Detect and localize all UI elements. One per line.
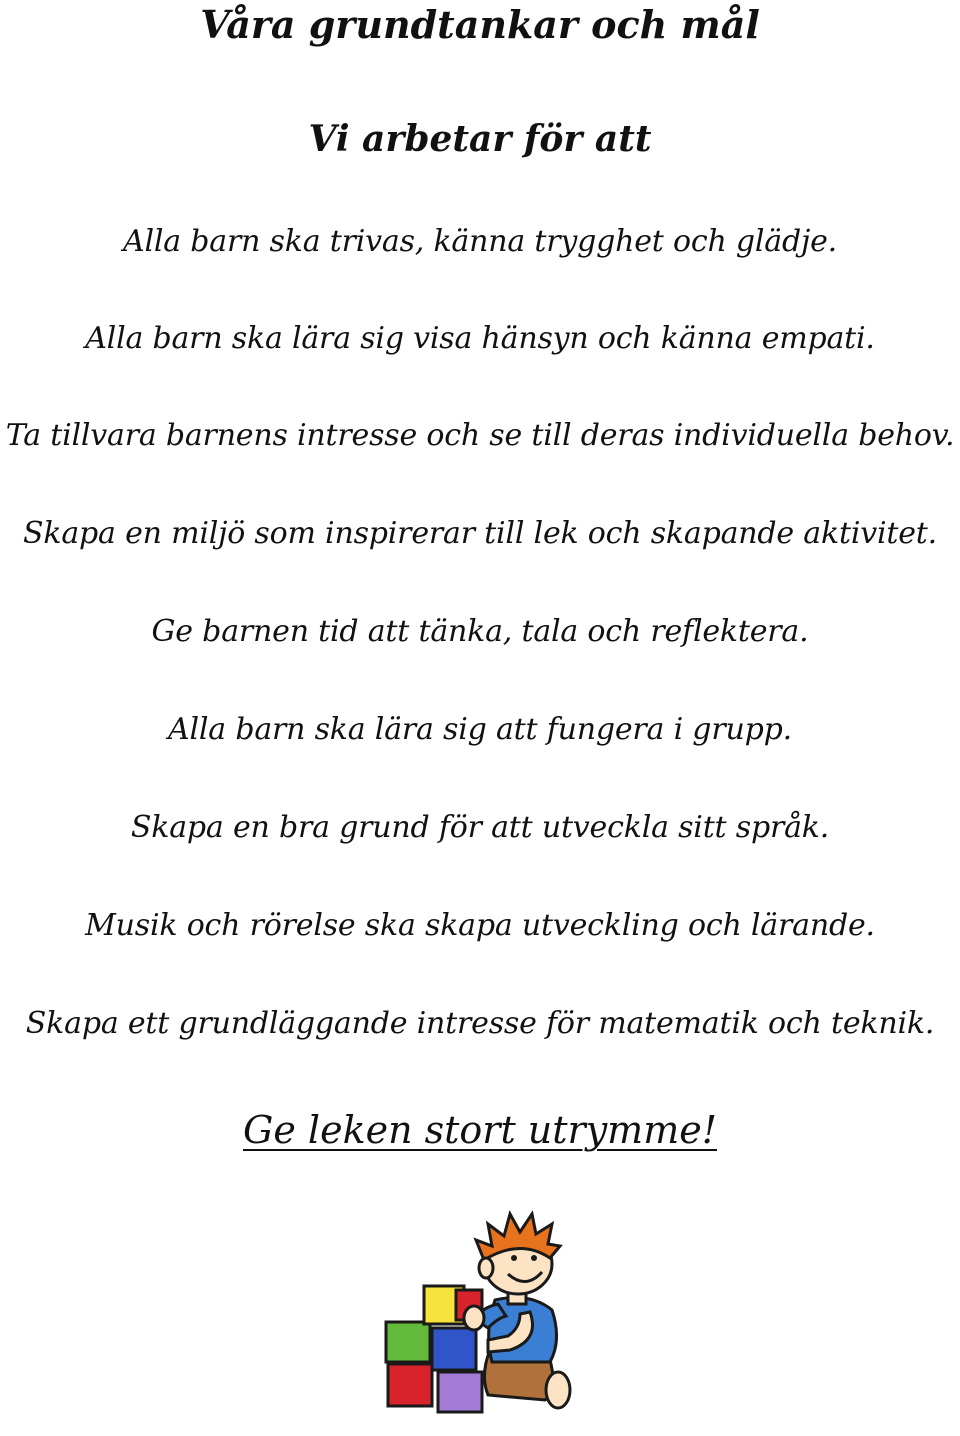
child-eye — [511, 1255, 517, 1261]
child-foot — [546, 1372, 570, 1408]
goal-item: Alla barn ska lära sig visa hänsyn och känna empati. — [85, 321, 875, 356]
block-purple — [438, 1372, 482, 1412]
goal-item: Alla barn ska lära sig att fungera i grupp. — [168, 712, 792, 747]
goal-item: Ta tillvara barnens intresse och se till deras individuella behov. — [5, 418, 955, 453]
child-ear — [479, 1258, 493, 1278]
block-red — [388, 1364, 432, 1406]
goal-item: Skapa en miljö som inspirerar till lek och skapande aktivitet. — [23, 516, 937, 551]
child-hand — [464, 1306, 484, 1330]
goal-item: Ge barnen tid att tänka, tala och reflektera. — [151, 614, 809, 649]
section-heading: Vi arbetar för att — [308, 118, 652, 160]
child-eye — [531, 1255, 537, 1261]
goal-item: Skapa en bra grund för att utveckla sitt språk. — [130, 810, 830, 845]
goal-item: Musik och rörelse ska skapa utveckling och lärande. — [85, 908, 875, 943]
goal-item: Skapa ett grundläggande intresse för matematik och teknik. — [25, 1006, 935, 1041]
child-with-blocks-icon — [380, 1200, 580, 1432]
closing-statement: Ge leken stort utrymme! — [243, 1108, 717, 1152]
block-green — [386, 1322, 430, 1362]
block-blue — [432, 1328, 476, 1370]
page-title: Våra grundtankar och mål — [200, 2, 760, 47]
child-with-blocks-illustration — [380, 1200, 580, 1432]
goal-item: Alla barn ska trivas, känna trygghet och glädje. — [122, 224, 837, 259]
